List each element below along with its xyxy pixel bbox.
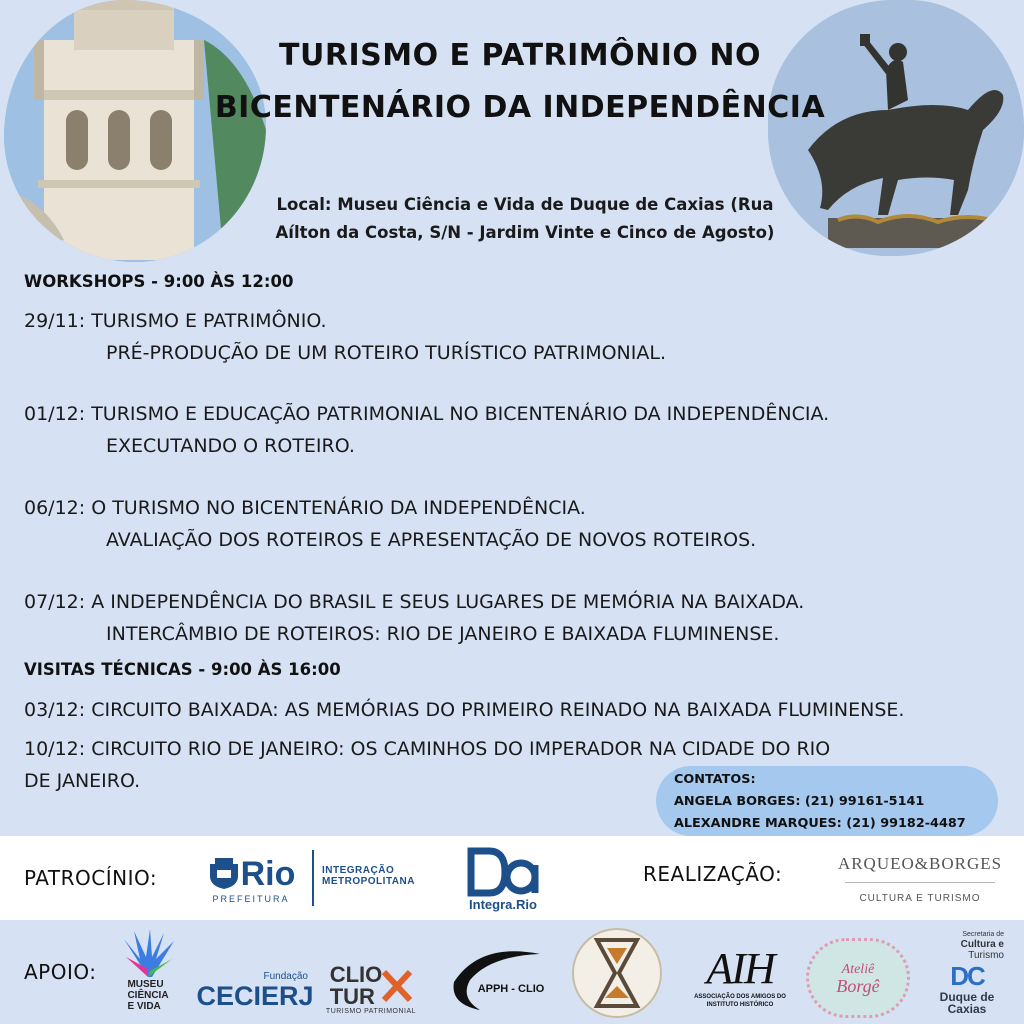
- museu-line-1: MUSEU: [127, 978, 164, 990]
- workshop-sub: AVALIAÇÃO DOS ROTEIROS E APRESENTAÇÃO DE NOVOS ROTEIROS.: [106, 529, 757, 551]
- workshop-sub: PRÉ-PRODUÇÃO DE UM ROTEIRO TURÍSTICO PATRIMONIAL.: [106, 342, 666, 364]
- cecierj-wordmark: CECIERJ: [196, 980, 314, 1011]
- apoio-label: APOIO:: [24, 960, 97, 984]
- visita-entry: [24, 694, 1024, 726]
- cecierj-logo: [196, 964, 314, 1016]
- caxias-cultura: Cultura e: [960, 938, 1004, 950]
- aih-subtitle-2: INSTITUTO HISTÓRICO: [706, 1002, 774, 1008]
- integra-rio-wordmark: Integra.Rio: [469, 896, 537, 912]
- workshop-entry: [24, 398, 1024, 462]
- logo-divider: [312, 850, 314, 906]
- visita-text: 10/12: CIRCUITO RIO DE JANEIRO: OS CAMINHOS DO IMPERADOR NA CIDADE DO RIO: [24, 738, 831, 760]
- realizacao-label: REALIZAÇÃO:: [643, 862, 783, 886]
- workshop-main: 01/12: TURISMO E EDUCAÇÃO PATRIMONIAL NO BICENTENÁRIO DA INDEPENDÊNCIA.: [24, 403, 830, 425]
- rio-wordmark: Rio: [240, 854, 296, 893]
- hourglass-icon: [587, 936, 647, 1010]
- apph-clio-logo: [440, 946, 552, 1018]
- museu-ciencia-vida-logo: [112, 922, 184, 1018]
- clio-tur-logo: [320, 960, 422, 1018]
- visita-text-continued: DE JANEIRO.: [24, 770, 141, 792]
- prefeitura-text: PREFEITURA: [212, 893, 290, 904]
- visitas-heading: VISITAS TÉCNICAS - 9:00 ÀS 16:00: [24, 660, 341, 679]
- aih-subtitle-1: ASSOCIAÇÃO DOS AMIGOS DO: [694, 994, 786, 1000]
- caxias-name-2: Caxias: [947, 1001, 987, 1016]
- duque-de-caxias-logo: [930, 926, 1004, 1018]
- contact-angela: ANGELA BORGES: (21) 99161-5141: [674, 794, 925, 809]
- caxias-name-1: Duque de: [939, 989, 995, 1004]
- museu-burst-icon: [120, 929, 176, 979]
- workshop-entry: [24, 586, 1024, 650]
- atelie-line-1: Ateliê: [841, 962, 875, 977]
- aih-logo: [692, 934, 788, 1020]
- integracao-line-2: METROPOLITANA: [322, 876, 415, 887]
- workshop-sub: EXECUTANDO O ROTEIRO.: [106, 435, 355, 457]
- poster-title: [150, 30, 890, 134]
- workshop-main: 29/11: TURISMO E PATRIMÔNIO.: [24, 310, 327, 332]
- arqueo-borges-subtitle: CULTURA E TURISMO: [859, 893, 981, 904]
- rio-crest-icon: [207, 858, 241, 890]
- integracao-metropolitana-logo: [322, 856, 422, 896]
- logo-rule: [845, 882, 995, 883]
- sponsor-band: [0, 836, 1024, 920]
- workshop-entry: [24, 305, 1024, 369]
- contacts-heading: CONTATOS:: [674, 772, 756, 787]
- museu-line-3: E VIDA: [127, 1000, 161, 1012]
- workshops-heading: WORKSHOPS - 9:00 ÀS 12:00: [24, 272, 294, 291]
- title-line-2: BICENTENÁRIO DA INDEPENDÊNCIA: [214, 90, 826, 125]
- clio-line-1: CLIO: [329, 961, 383, 987]
- caminhos-da-historia-logo: [572, 928, 662, 1018]
- workshop-sub: INTERCÂMBIO DE ROTEIROS: RIO DE JANEIRO E BAIXADA FLUMINENSE.: [106, 623, 780, 645]
- visita-text: 03/12: CIRCUITO BAIXADA: AS MEMÓRIAS DO PRIMEIRO REINADO NA BAIXADA FLUMINENSE.: [24, 699, 905, 721]
- integracao-line-1: INTEGRAÇÃO: [322, 865, 395, 876]
- contacts-box: [656, 766, 998, 836]
- workshop-entry: [24, 492, 1024, 556]
- cecierj-fundacao: Fundação: [263, 970, 308, 982]
- atelie-line-2: Borgê: [836, 976, 880, 996]
- integra-rio-mark-icon: [465, 847, 541, 897]
- event-location: [220, 191, 830, 247]
- integra-rio-logo: [458, 842, 548, 916]
- clio-cross-icon: [382, 968, 412, 1004]
- contact-alexandre: ALEXANDRE MARQUES: (21) 99182-4487: [674, 816, 966, 831]
- museu-line-2: CIÊNCIA: [127, 989, 169, 1001]
- clio-subtitle: TURISMO PATRIMONIAL: [325, 1007, 417, 1015]
- location-line-1: Local: Museu Ciência e Vida de Duque de Caxias (Rua: [276, 195, 774, 214]
- support-band: [0, 920, 1024, 1024]
- atelie-borge-logo: [806, 938, 910, 1018]
- patrocinio-label: PATROCÍNIO:: [24, 866, 158, 890]
- location-line-2: Aílton da Costa, S/N - Jardim Vinte e Cinco de Agosto): [275, 223, 775, 242]
- workshop-main: 07/12: A INDEPENDÊNCIA DO BRASIL E SEUS LUGARES DE MEMÓRIA NA BAIXADA.: [24, 591, 805, 613]
- clio-line-2: TUR: [329, 983, 375, 1009]
- apph-clio-wordmark: APPH - CLIO: [477, 983, 545, 995]
- caxias-turismo: Turismo: [968, 949, 1004, 961]
- aih-wordmark: AIH: [706, 944, 774, 993]
- title-line-1: TURISMO E PATRIMÔNIO NO: [279, 38, 761, 73]
- caxias-secretaria: Secretaria de: [962, 930, 1004, 938]
- apph-swoosh-icon: [440, 946, 552, 1018]
- caxias-monogram: DC: [950, 960, 984, 991]
- arqueo-borges-logo: [832, 844, 1008, 914]
- rio-prefeitura-logo: [196, 848, 306, 910]
- arqueo-borges-wordmark: ARQUEO&BORGES: [837, 854, 1003, 873]
- workshop-main: 06/12: O TURISMO NO BICENTENÁRIO DA INDEPENDÊNCIA.: [24, 497, 586, 519]
